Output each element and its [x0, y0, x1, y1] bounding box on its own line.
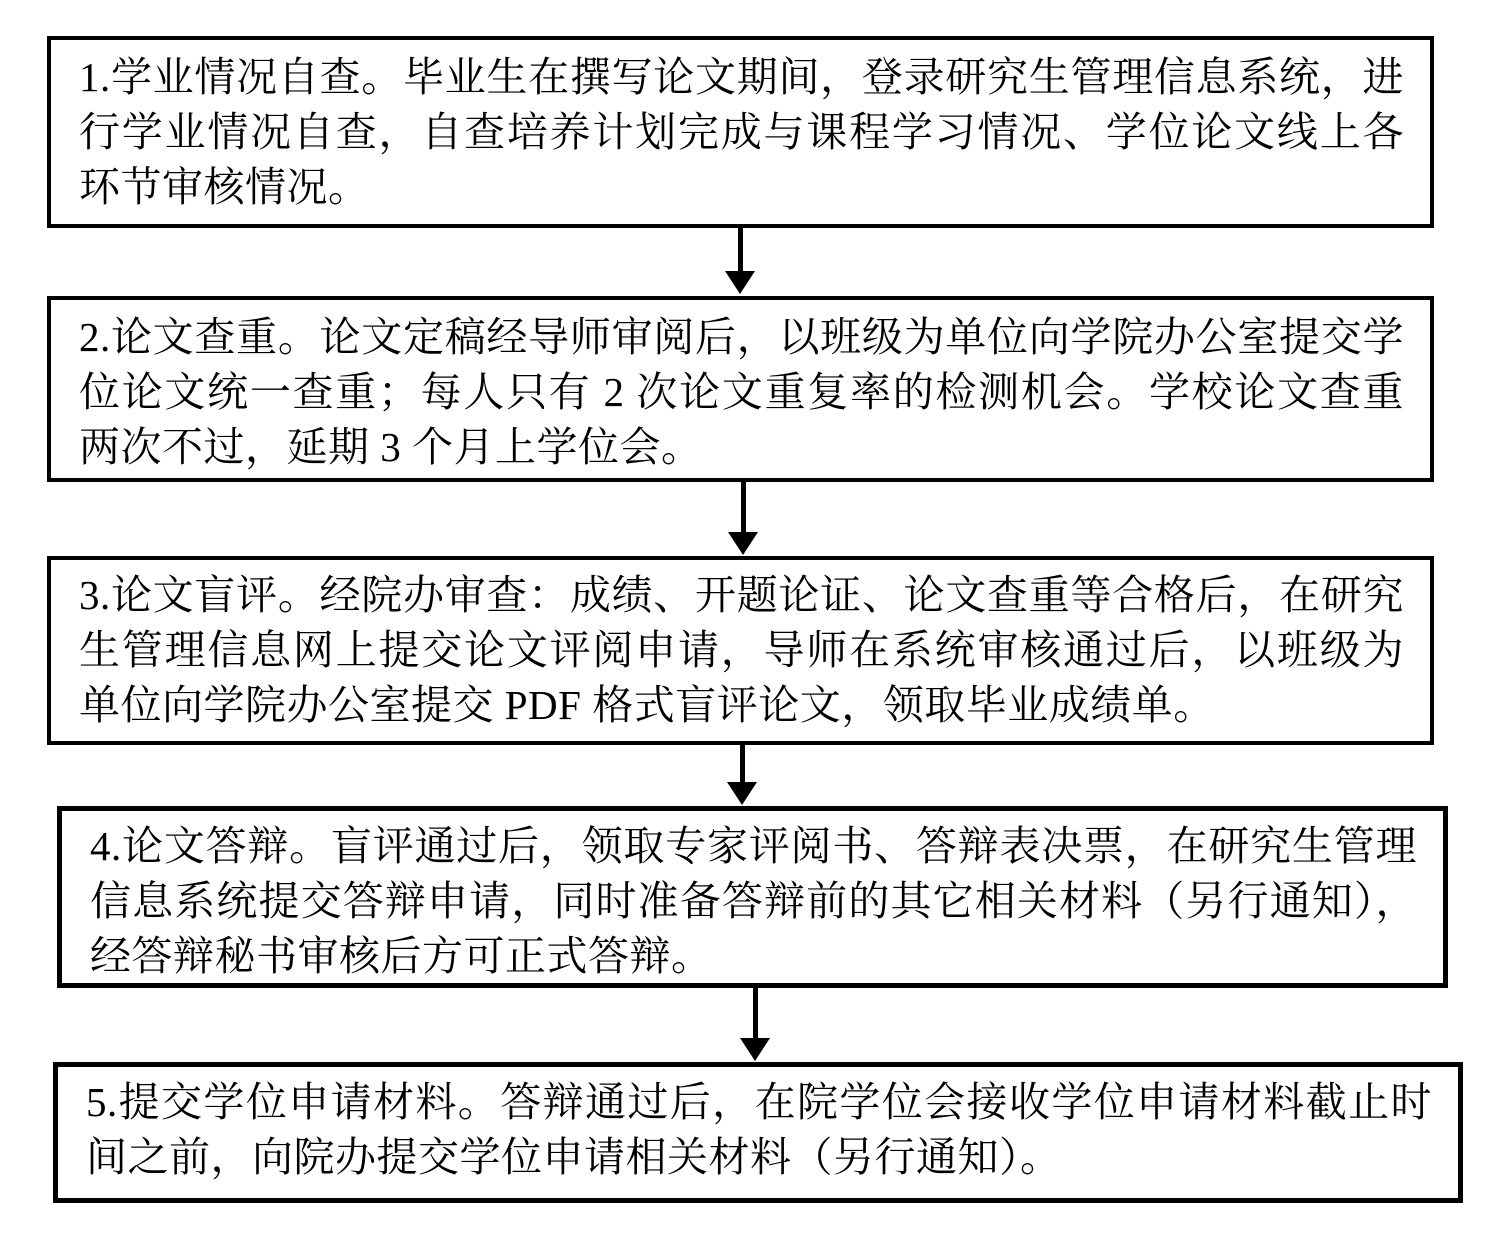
step-text-5: 5.提交学位申请材料。答辩通过后，在院学位会接收学位申请材料截止时间之前，向院办提交学位申请相关材料（另行通知）。 — [86, 1079, 1432, 1180]
arrow-stem — [741, 482, 746, 532]
step-box-1 — [47, 36, 1434, 228]
down-arrow-icon-1 — [725, 228, 755, 294]
step-text-3: 3.论文盲评。经院办审查：成绩、开题论证、论文查重等合格后，在研究生管理信息网上提交论文评阅申请，导师在系统审核通过后，以班级为单位向学院办公室提交 PDF 格式盲评论文，领取毕业成绩单。 — [79, 572, 1404, 728]
step-box-2 — [47, 296, 1434, 482]
arrow-stem — [738, 228, 743, 271]
step-text-1: 1.学业情况自查。毕业生在撰写论文期间，登录研究生管理信息系统，进行学业情况自查，自查培养计划完成与课程学习情况、学位论文线上各环节审核情况。 — [79, 54, 1404, 210]
arrow-stem — [740, 745, 745, 782]
down-arrow-icon-2 — [728, 482, 758, 555]
step-text-4: 4.论文答辩。盲评通过后，领取专家评阅书、答辩表决票，在研究生管理信息系统提交答辩申请，同时准备答辩前的其它相关材料（另行通知），经答辩秘书审核后方可正式答辩。 — [90, 823, 1417, 979]
step-text-2: 2.论文查重。论文定稿经导师审阅后，以班级为单位向学院办公室提交学位论文统一查重；每人只有 2 次论文重复率的检测机会。学校论文查重两次不过，延期 3 个月上学位会。 — [79, 314, 1404, 470]
down-arrow-icon-4 — [740, 988, 770, 1061]
step-box-5 — [53, 1062, 1463, 1203]
arrow-head — [725, 271, 755, 294]
step-box-4 — [57, 806, 1448, 988]
arrow-head — [728, 532, 758, 555]
down-arrow-icon-3 — [727, 745, 757, 805]
step-box-3 — [47, 556, 1434, 745]
arrow-head — [740, 1038, 770, 1061]
arrow-head — [727, 782, 757, 805]
arrow-stem — [753, 988, 758, 1038]
